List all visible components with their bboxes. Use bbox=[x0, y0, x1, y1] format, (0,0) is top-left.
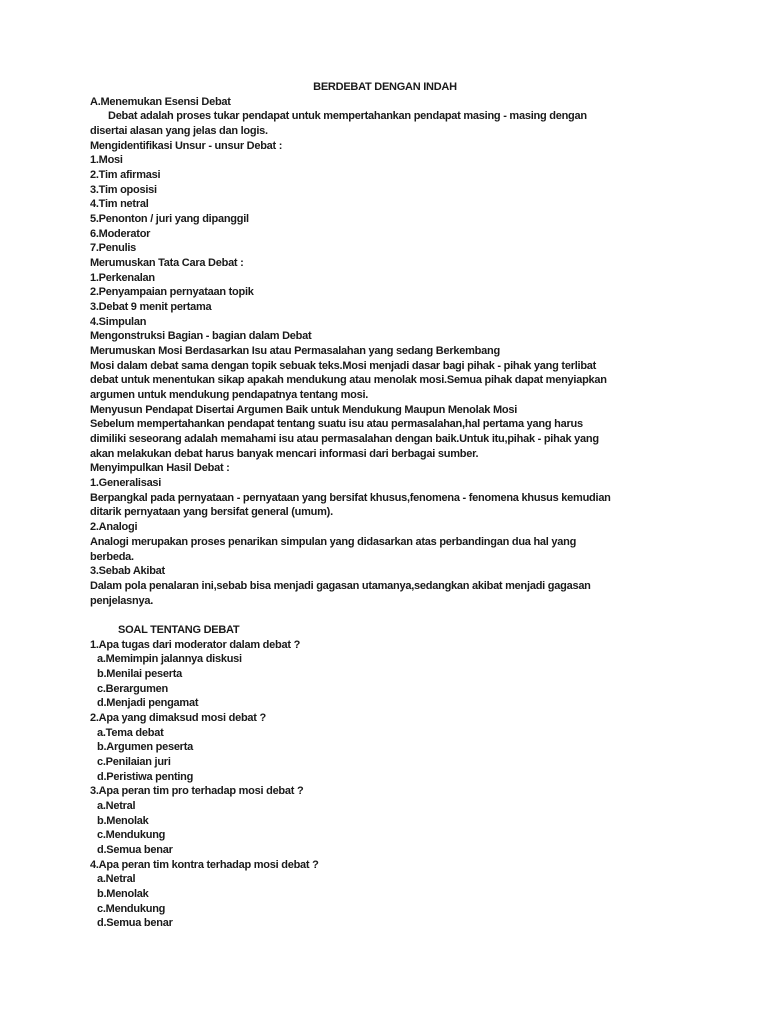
body-line: Mengidentifikasi Unsur - unsur Debat : bbox=[90, 139, 283, 152]
quiz-option: c.Penilaian juri bbox=[97, 755, 171, 768]
body-line: Mengonstruksi Bagian - bagian dalam Debat bbox=[90, 330, 312, 343]
body-line: 4.Simpulan bbox=[90, 315, 147, 328]
document-title: BERDEBAT DENGAN INDAH bbox=[313, 81, 457, 93]
body-line: 2.Penyampaian pernyataan topik bbox=[90, 286, 254, 299]
body-line: Merumuskan Tata Cara Debat : bbox=[90, 257, 244, 270]
body-line: 3.Debat 9 menit pertama bbox=[90, 301, 212, 314]
quiz-question: 1.Apa tugas dari moderator dalam debat ? bbox=[90, 638, 301, 651]
quiz-option: c.Mendukung bbox=[97, 902, 166, 915]
body-line: 2.Analogi bbox=[90, 521, 138, 534]
blank-line bbox=[90, 608, 690, 623]
body-line: berbeda. bbox=[90, 550, 134, 563]
body-line: 6.Moderator bbox=[90, 227, 151, 240]
body-line: A.Menemukan Esensi Debat bbox=[90, 95, 231, 108]
body-line: Dalam pola penalaran ini,sebab bisa menjadi gagasan utamanya,sedangkan akibat menjadi gagasan bbox=[90, 579, 591, 592]
quiz-question: 2.Apa yang dimaksud mosi debat ? bbox=[90, 711, 266, 724]
body-line: ditarik pernyataan yang bersifat general (umum). bbox=[90, 506, 333, 519]
quiz-option: b.Argumen peserta bbox=[97, 741, 193, 754]
quiz-question-block bbox=[90, 784, 690, 857]
body-line: 1.Mosi bbox=[90, 154, 123, 167]
body-line: Debat adalah proses tukar pendapat untuk mempertahankan pendapat masing - masing dengan bbox=[108, 110, 587, 123]
body-line: argumen untuk mendukung pendapatnya tentang mosi. bbox=[90, 389, 369, 402]
body-line: Merumuskan Mosi Berdasarkan Isu atau Permasalahan yang sedang Berkembang bbox=[90, 345, 500, 358]
quiz-option: b.Menilai peserta bbox=[97, 667, 183, 680]
body-line: 3.Tim oposisi bbox=[90, 183, 157, 196]
quiz-question: 3.Apa peran tim pro terhadap mosi debat ? bbox=[90, 785, 304, 798]
quiz-heading: SOAL TENTANG DEBAT bbox=[118, 623, 240, 636]
body-line: 1.Perkenalan bbox=[90, 271, 155, 284]
quiz-option: d.Semua benar bbox=[97, 843, 173, 856]
quiz-option: c.Mendukung bbox=[97, 829, 166, 842]
quiz-option: d.Semua benar bbox=[97, 917, 173, 930]
body-line: Analogi merupakan proses penarikan simpulan yang didasarkan atas perbandingan dua hal yang bbox=[90, 535, 577, 548]
body-line: 7.Penulis bbox=[90, 242, 137, 255]
quiz-option: b.Menolak bbox=[97, 814, 149, 827]
quiz-option: b.Menolak bbox=[97, 887, 149, 900]
document-body bbox=[90, 95, 690, 609]
quiz-option: c.Berargumen bbox=[97, 682, 168, 695]
body-line: 3.Sebab Akibat bbox=[90, 565, 165, 578]
quiz-option: d.Peristiwa penting bbox=[97, 770, 194, 783]
body-line: penjelasnya. bbox=[90, 594, 154, 607]
body-line: akan melakukan debat harus banyak mencari informasi dari berbagai sumber. bbox=[90, 447, 479, 460]
body-line: disertai alasan yang jelas dan logis. bbox=[90, 125, 268, 138]
body-line: Menyusun Pendapat Disertai Argumen Baik untuk Mendukung Maupun Menolak Mosi bbox=[90, 403, 517, 416]
quiz-question-block bbox=[90, 858, 690, 931]
body-line: 2.Tim afirmasi bbox=[90, 169, 161, 182]
body-line: Berpangkal pada pernyataan - pernyataan yang bersifat khusus,fenomena - fenomena khusus kemudian bbox=[90, 491, 611, 504]
quiz-questions bbox=[90, 638, 690, 931]
body-line: Menyimpulkan Hasil Debat : bbox=[90, 462, 230, 475]
body-line: 4.Tim netral bbox=[90, 198, 149, 211]
quiz-option: a.Netral bbox=[97, 873, 136, 886]
quiz-option: a.Netral bbox=[97, 799, 136, 812]
body-line: 1.Generalisasi bbox=[90, 477, 162, 490]
document-page bbox=[90, 80, 690, 931]
body-line: 5.Penonton / juri yang dipanggil bbox=[90, 213, 249, 226]
quiz-option: d.Menjadi pengamat bbox=[97, 697, 199, 710]
body-line: debat untuk menentukan sikap apakah mendukung atau menolak mosi.Semua pihak dapat menyiapkan bbox=[90, 374, 607, 387]
quiz-question: 4.Apa peran tim kontra terhadap mosi debat ? bbox=[90, 858, 319, 871]
quiz-question-block bbox=[90, 711, 690, 784]
quiz-option: a.Tema debat bbox=[97, 726, 164, 739]
quiz-question-block bbox=[90, 638, 690, 711]
quiz-option: a.Memimpin jalannya diskusi bbox=[97, 653, 242, 666]
body-line: dimiliki seseorang adalah memahami isu atau permasalahan dengan baik.Untuk itu,pihak - pihak yang bbox=[90, 433, 599, 446]
body-line: Sebelum mempertahankan pendapat tentang suatu isu atau permasalahan,hal pertama yang harus bbox=[90, 418, 583, 431]
body-line: Mosi dalam debat sama dengan topik sebuak teks.Mosi menjadi dasar bagi pihak - pihak yang terlibat bbox=[90, 359, 597, 372]
